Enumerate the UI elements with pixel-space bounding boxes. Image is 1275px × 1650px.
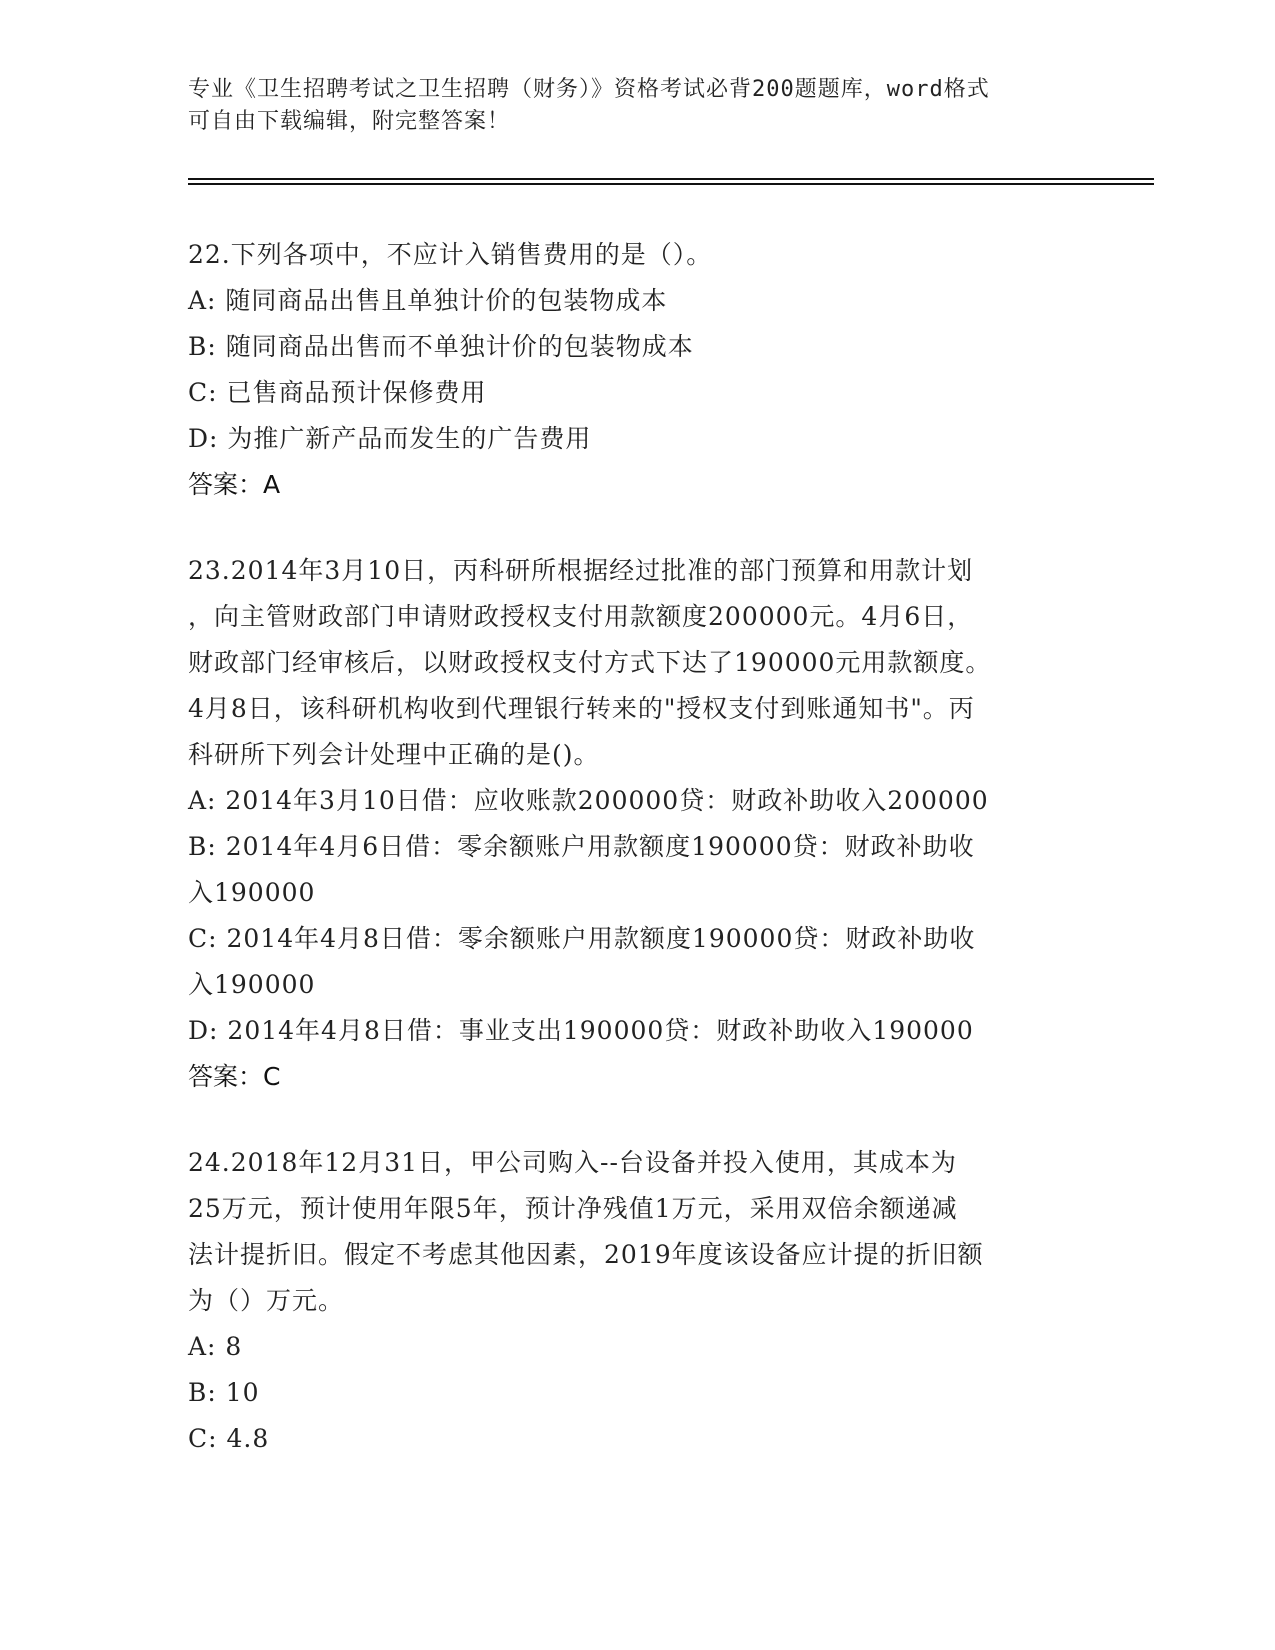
question-text-line: C: 2014年4月8日借：零余额账户用款额度190000贷：财政补助收	[188, 924, 976, 953]
question-text-line: 财政部门经审核后，以财政授权支付方式下达了190000元用款额度。	[188, 648, 992, 677]
question-text-line: D: 2014年4月8日借：事业支出190000贷：财政补助收入190000	[188, 1016, 974, 1045]
question-text-line: A: 2014年3月10日借：应收账款200000贷：财政补助收入200000	[188, 786, 989, 815]
question-block	[188, 232, 1088, 508]
question-text-line: ，向主管财政部门申请财政授权支付用款额度200000元。4月6日，	[188, 602, 974, 631]
question-text-line: A: 随同商品出售且单独计价的包装物成本	[188, 286, 668, 315]
header-divider-top	[188, 178, 1154, 180]
question-text-line: B: 10	[188, 1378, 260, 1407]
answer-line: 答案：C	[188, 1062, 281, 1091]
question-text-line: B: 2014年4月6日借：零余额账户用款额度190000贷：财政补助收	[188, 832, 975, 861]
question-text-line: C: 4.8	[188, 1424, 270, 1453]
question-text-line: B: 随同商品出售而不单独计价的包装物成本	[188, 332, 694, 361]
question-text-line: 为（）万元。	[188, 1286, 345, 1315]
question-text-line: 4月8日，该科研机构收到代理银行转来的"授权支付到账通知书"。丙	[188, 694, 975, 723]
question-text-line: 法计提折旧。假定不考虑其他因素，2019年度该设备应计提的折旧额	[188, 1240, 984, 1269]
answer-line: 答案：A	[188, 470, 281, 499]
question-block	[188, 1140, 1088, 1462]
question-text-line: A: 8	[188, 1332, 243, 1361]
question-stem-line: 22.下列各项中，不应计入销售费用的是（）。	[188, 240, 713, 269]
question-stem-line: 24.2018年12月31日，甲公司购入--台设备并投入使用，其成本为	[188, 1148, 957, 1177]
question-text-line: 科研所下列会计处理中正确的是()。	[188, 740, 600, 769]
question-text-line: 入190000	[188, 970, 316, 999]
question-block	[188, 548, 1088, 1100]
question-text-line: C: 已售商品预计保修费用	[188, 378, 487, 407]
question-text-line: D: 为推广新产品而发生的广告费用	[188, 424, 592, 453]
question-text-line: 25万元，预计使用年限5年，预计净残值1万元，采用双倍余额递减	[188, 1194, 958, 1223]
header-divider-bottom	[188, 183, 1154, 185]
question-stem-line: 23.2014年3月10日，丙科研所根据经过批准的部门预算和用款计划	[188, 556, 974, 585]
header-title-line-1: 专业《卫生招聘考试之卫生招聘（财务）》资格考试必背200题题库，word格式	[188, 77, 990, 102]
question-text-line: 入190000	[188, 878, 316, 907]
header-title-line-2: 可自由下载编辑，附完整答案！	[188, 109, 511, 134]
document-header	[188, 74, 1088, 138]
question-list	[188, 232, 1088, 1502]
